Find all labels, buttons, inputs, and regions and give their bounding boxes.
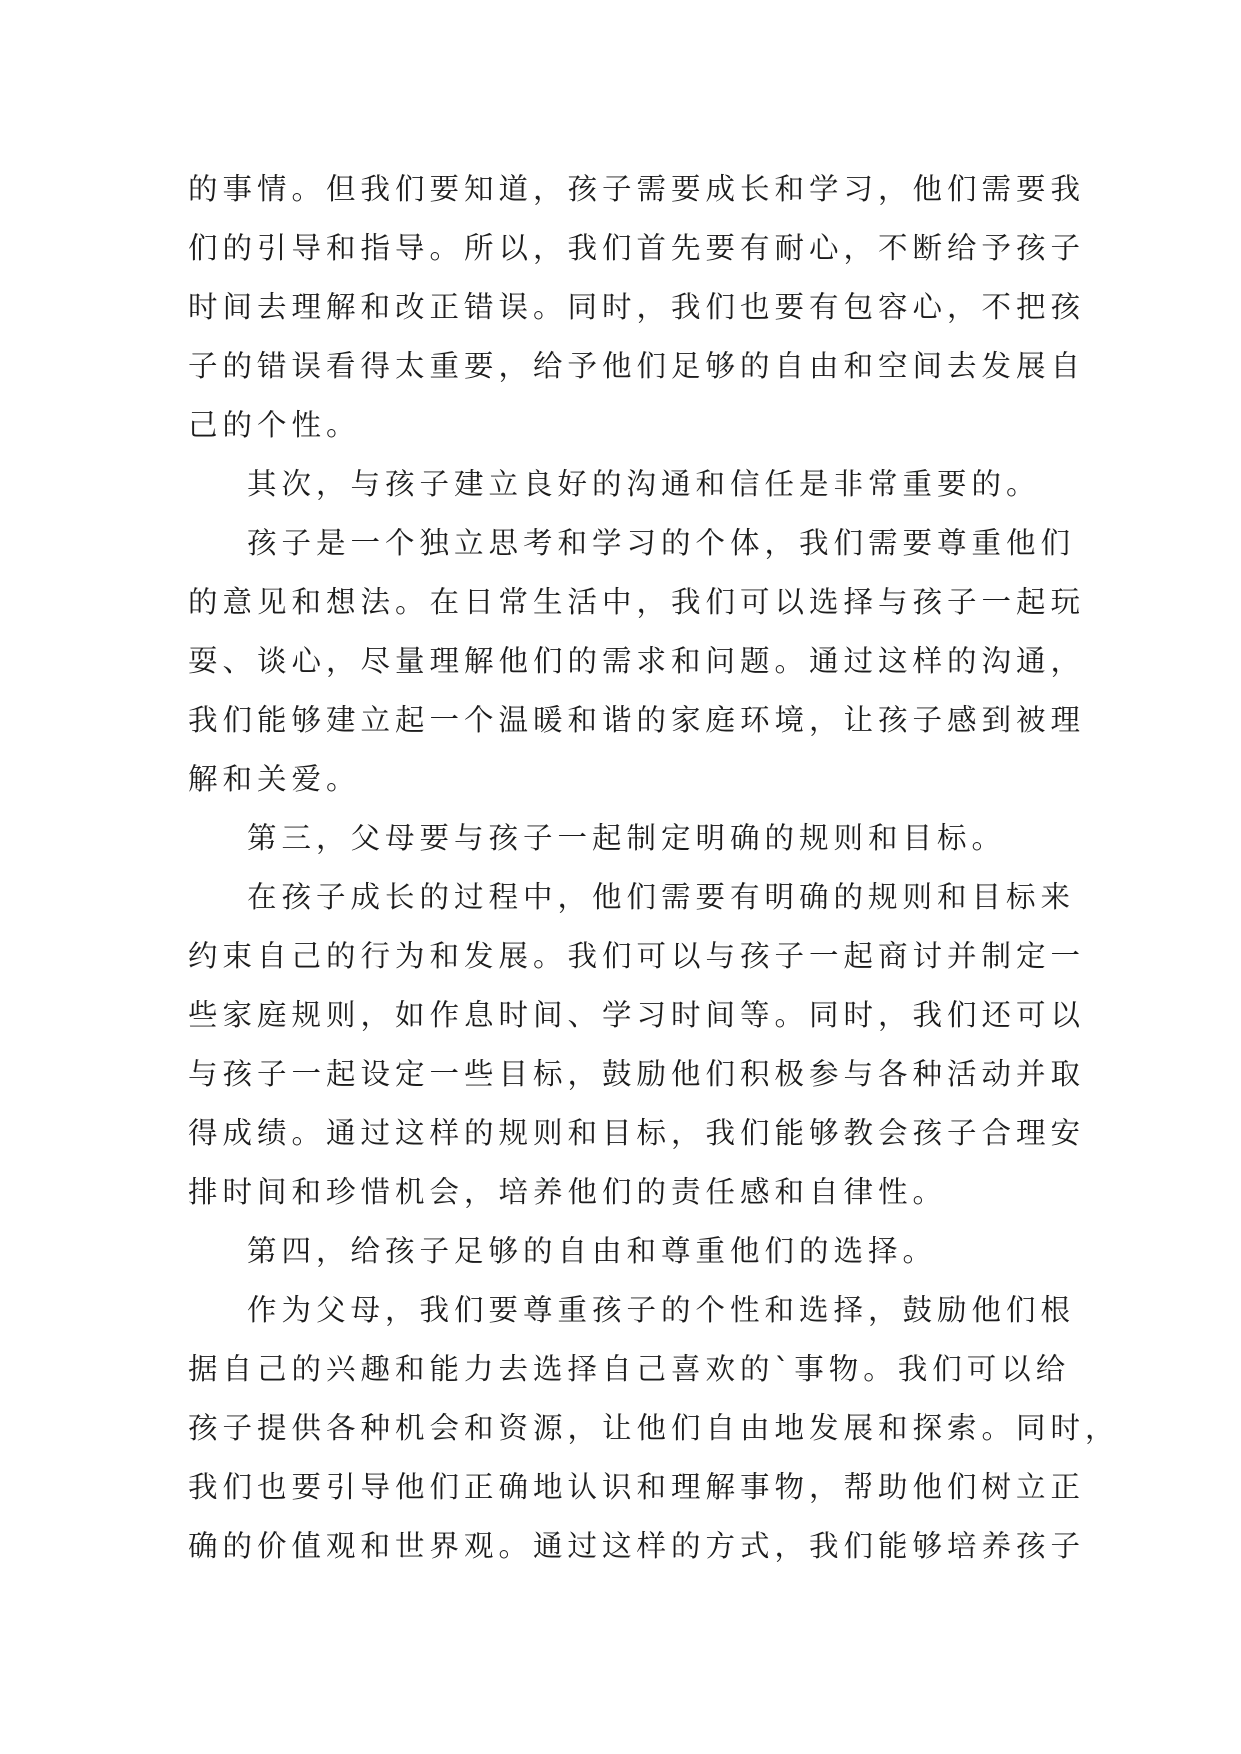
text-line: 第三，父母要与孩子一起制定明确的规则和目标。 [247,821,1007,855]
text-line: 的事情。但我们要知道，孩子需要成长和学习，他们需要我 [188,172,1086,206]
text-line: 在孩子成长的过程中，他们需要有明确的规则和目标来 [247,880,1076,914]
text-line: 得成绩。通过这样的规则和目标，我们能够教会孩子合理安 [188,1116,1086,1150]
document-body [188,160,1120,1576]
text-line: 己的个性。 [188,408,361,442]
text-line: 耍、谈心，尽量理解他们的需求和问题。通过这样的沟通， [188,644,1086,678]
text-line: 作为父母，我们要尊重孩子的个性和选择，鼓励他们根 [247,1293,1076,1327]
text-line: 孩子是一个独立思考和学习的个体，我们需要尊重他们 [247,526,1076,560]
text-line: 第四，给孩子足够的自由和尊重他们的选择。 [247,1234,938,1268]
paragraph-heading [188,809,1058,868]
text-line: 约束自己的行为和发展。我们可以与孩子一起商讨并制定一 [188,939,1086,973]
text-line: 排时间和珍惜机会，培养他们的责任感和自律性。 [188,1175,948,1209]
text-line: 子的错误看得太重要，给予他们足够的自由和空间去发展自 [188,349,1086,383]
paragraph [188,160,1086,455]
paragraph-heading [188,1222,1058,1281]
paragraph [188,868,1086,1222]
text-line: 确的价值观和世界观。通过这样的方式，我们能够培养孩子 [188,1529,1086,1563]
text-line: 孩子提供各种机会和资源，让他们自由地发展和探索。同时， [188,1411,1120,1445]
paragraph [188,1281,1120,1576]
text-line: 与孩子一起设定一些目标，鼓励他们积极参与各种活动并取 [188,1057,1086,1091]
text-line: 的意见和想法。在日常生活中，我们可以选择与孩子一起玩 [188,585,1086,619]
paragraph-heading [188,455,1058,514]
text-line: 们的引导和指导。所以，我们首先要有耐心，不断给予孩子 [188,231,1086,265]
text-line: 我们能够建立起一个温暖和谐的家庭环境，让孩子感到被理 [188,703,1086,737]
text-line: 据自己的兴趣和能力去选择自己喜欢的`事物。我们可以给 [188,1352,1071,1386]
text-line: 其次，与孩子建立良好的沟通和信任是非常重要的。 [247,467,1041,501]
text-line: 时间去理解和改正错误。同时，我们也要有包容心，不把孩 [188,290,1086,324]
text-line: 些家庭规则，如作息时间、学习时间等。同时，我们还可以 [188,998,1086,1032]
text-line: 解和关爱。 [188,762,361,796]
text-line: 我们也要引导他们正确地认识和理解事物，帮助他们树立正 [188,1470,1086,1504]
paragraph [188,514,1086,809]
